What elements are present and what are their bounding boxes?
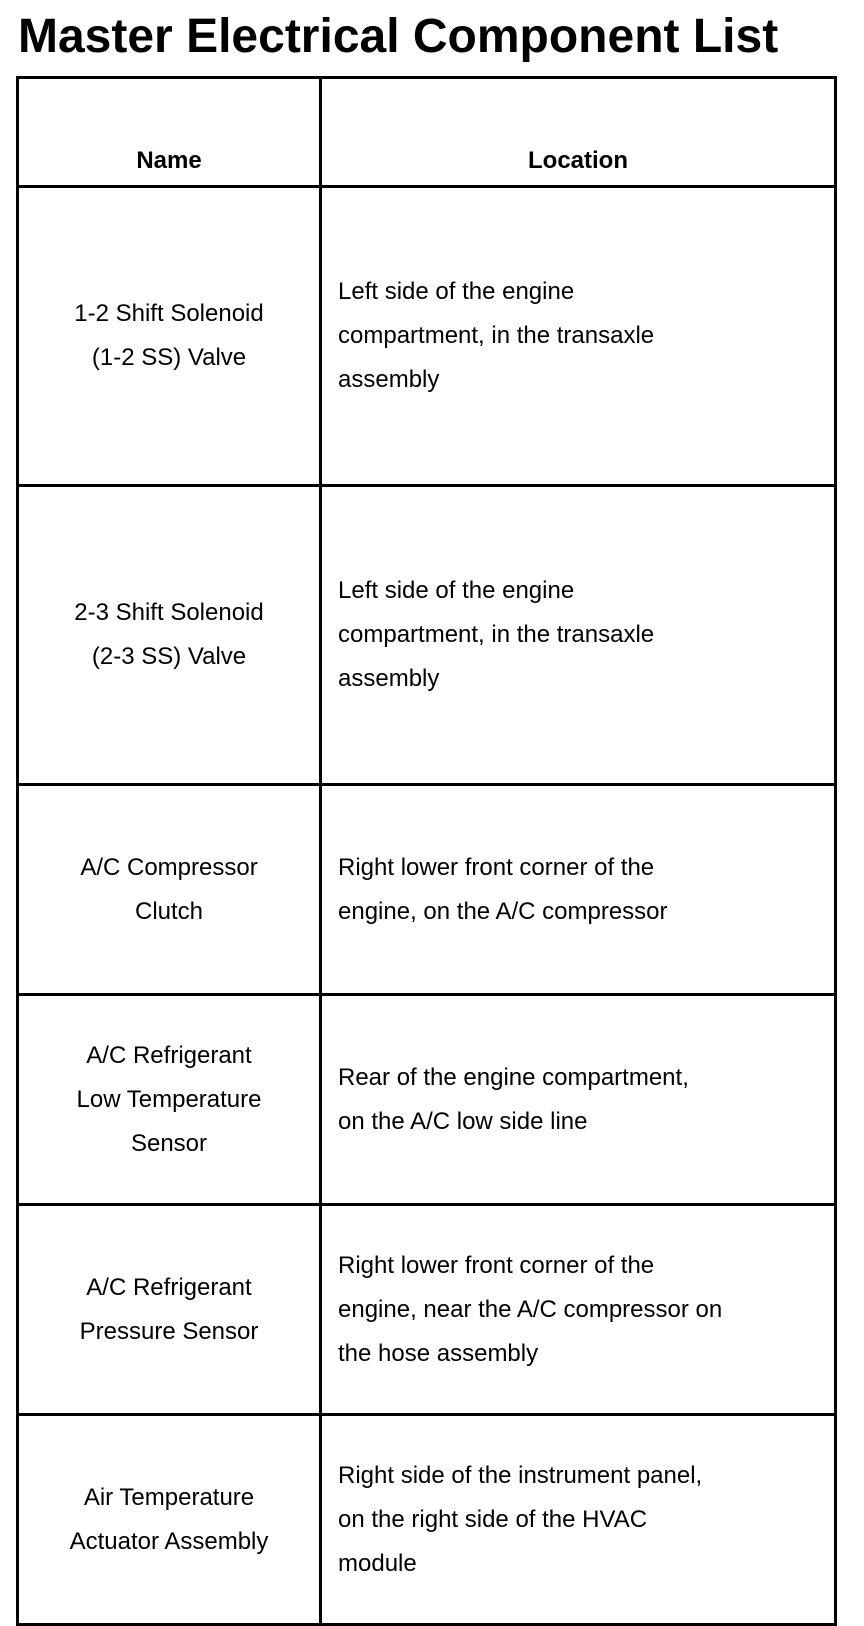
component-location: Left side of the engine compartment, in the transaxle assembly (338, 278, 655, 393)
component-location: Right lower front corner of the engine, on the A/C compressor (338, 853, 668, 925)
component-name-cell (18, 187, 321, 486)
component-name: 1-2 Shift Solenoid (1-2 SS) Valve (74, 300, 264, 371)
table-row (18, 995, 836, 1205)
table-row (18, 486, 836, 785)
component-name: Air Temperature Actuator Assembly (69, 1483, 269, 1555)
component-name-cell (18, 486, 321, 785)
component-name: A/C Refrigerant Pressure Sensor (79, 1273, 259, 1345)
component-location-cell (321, 1205, 836, 1415)
component-location: Right side of the instrument panel, on the right side of the HVAC module (338, 1461, 703, 1577)
component-name-cell (18, 785, 321, 995)
component-table (16, 76, 837, 1626)
component-name-cell (18, 995, 321, 1205)
component-location: Right lower front corner of the engine, near the A/C compressor on the hose assembly (338, 1251, 723, 1367)
component-name: A/C Compressor Clutch (80, 853, 258, 925)
page-title: Master Electrical Component List (18, 10, 779, 63)
column-header-name: Name (18, 78, 321, 187)
component-name: 2-3 Shift Solenoid (2-3 SS) Valve (74, 599, 264, 670)
component-name-cell (18, 1415, 321, 1625)
component-location-cell (321, 785, 836, 995)
component-name: A/C Refrigerant Low Temperature Sensor (76, 1041, 262, 1157)
component-location-cell (321, 187, 836, 486)
column-header-location: Location (321, 78, 836, 187)
component-location-cell (321, 486, 836, 785)
table-row (18, 785, 836, 995)
table-row (18, 1205, 836, 1415)
component-location-cell (321, 1415, 836, 1625)
table-header-row (18, 78, 836, 187)
component-location-cell (321, 995, 836, 1205)
table-row (18, 1415, 836, 1625)
component-location: Left side of the engine compartment, in the transaxle assembly (338, 577, 655, 692)
component-location: Rear of the engine compartment, on the A/C low side line (338, 1063, 689, 1135)
table-row (18, 187, 836, 486)
component-name-cell (18, 1205, 321, 1415)
